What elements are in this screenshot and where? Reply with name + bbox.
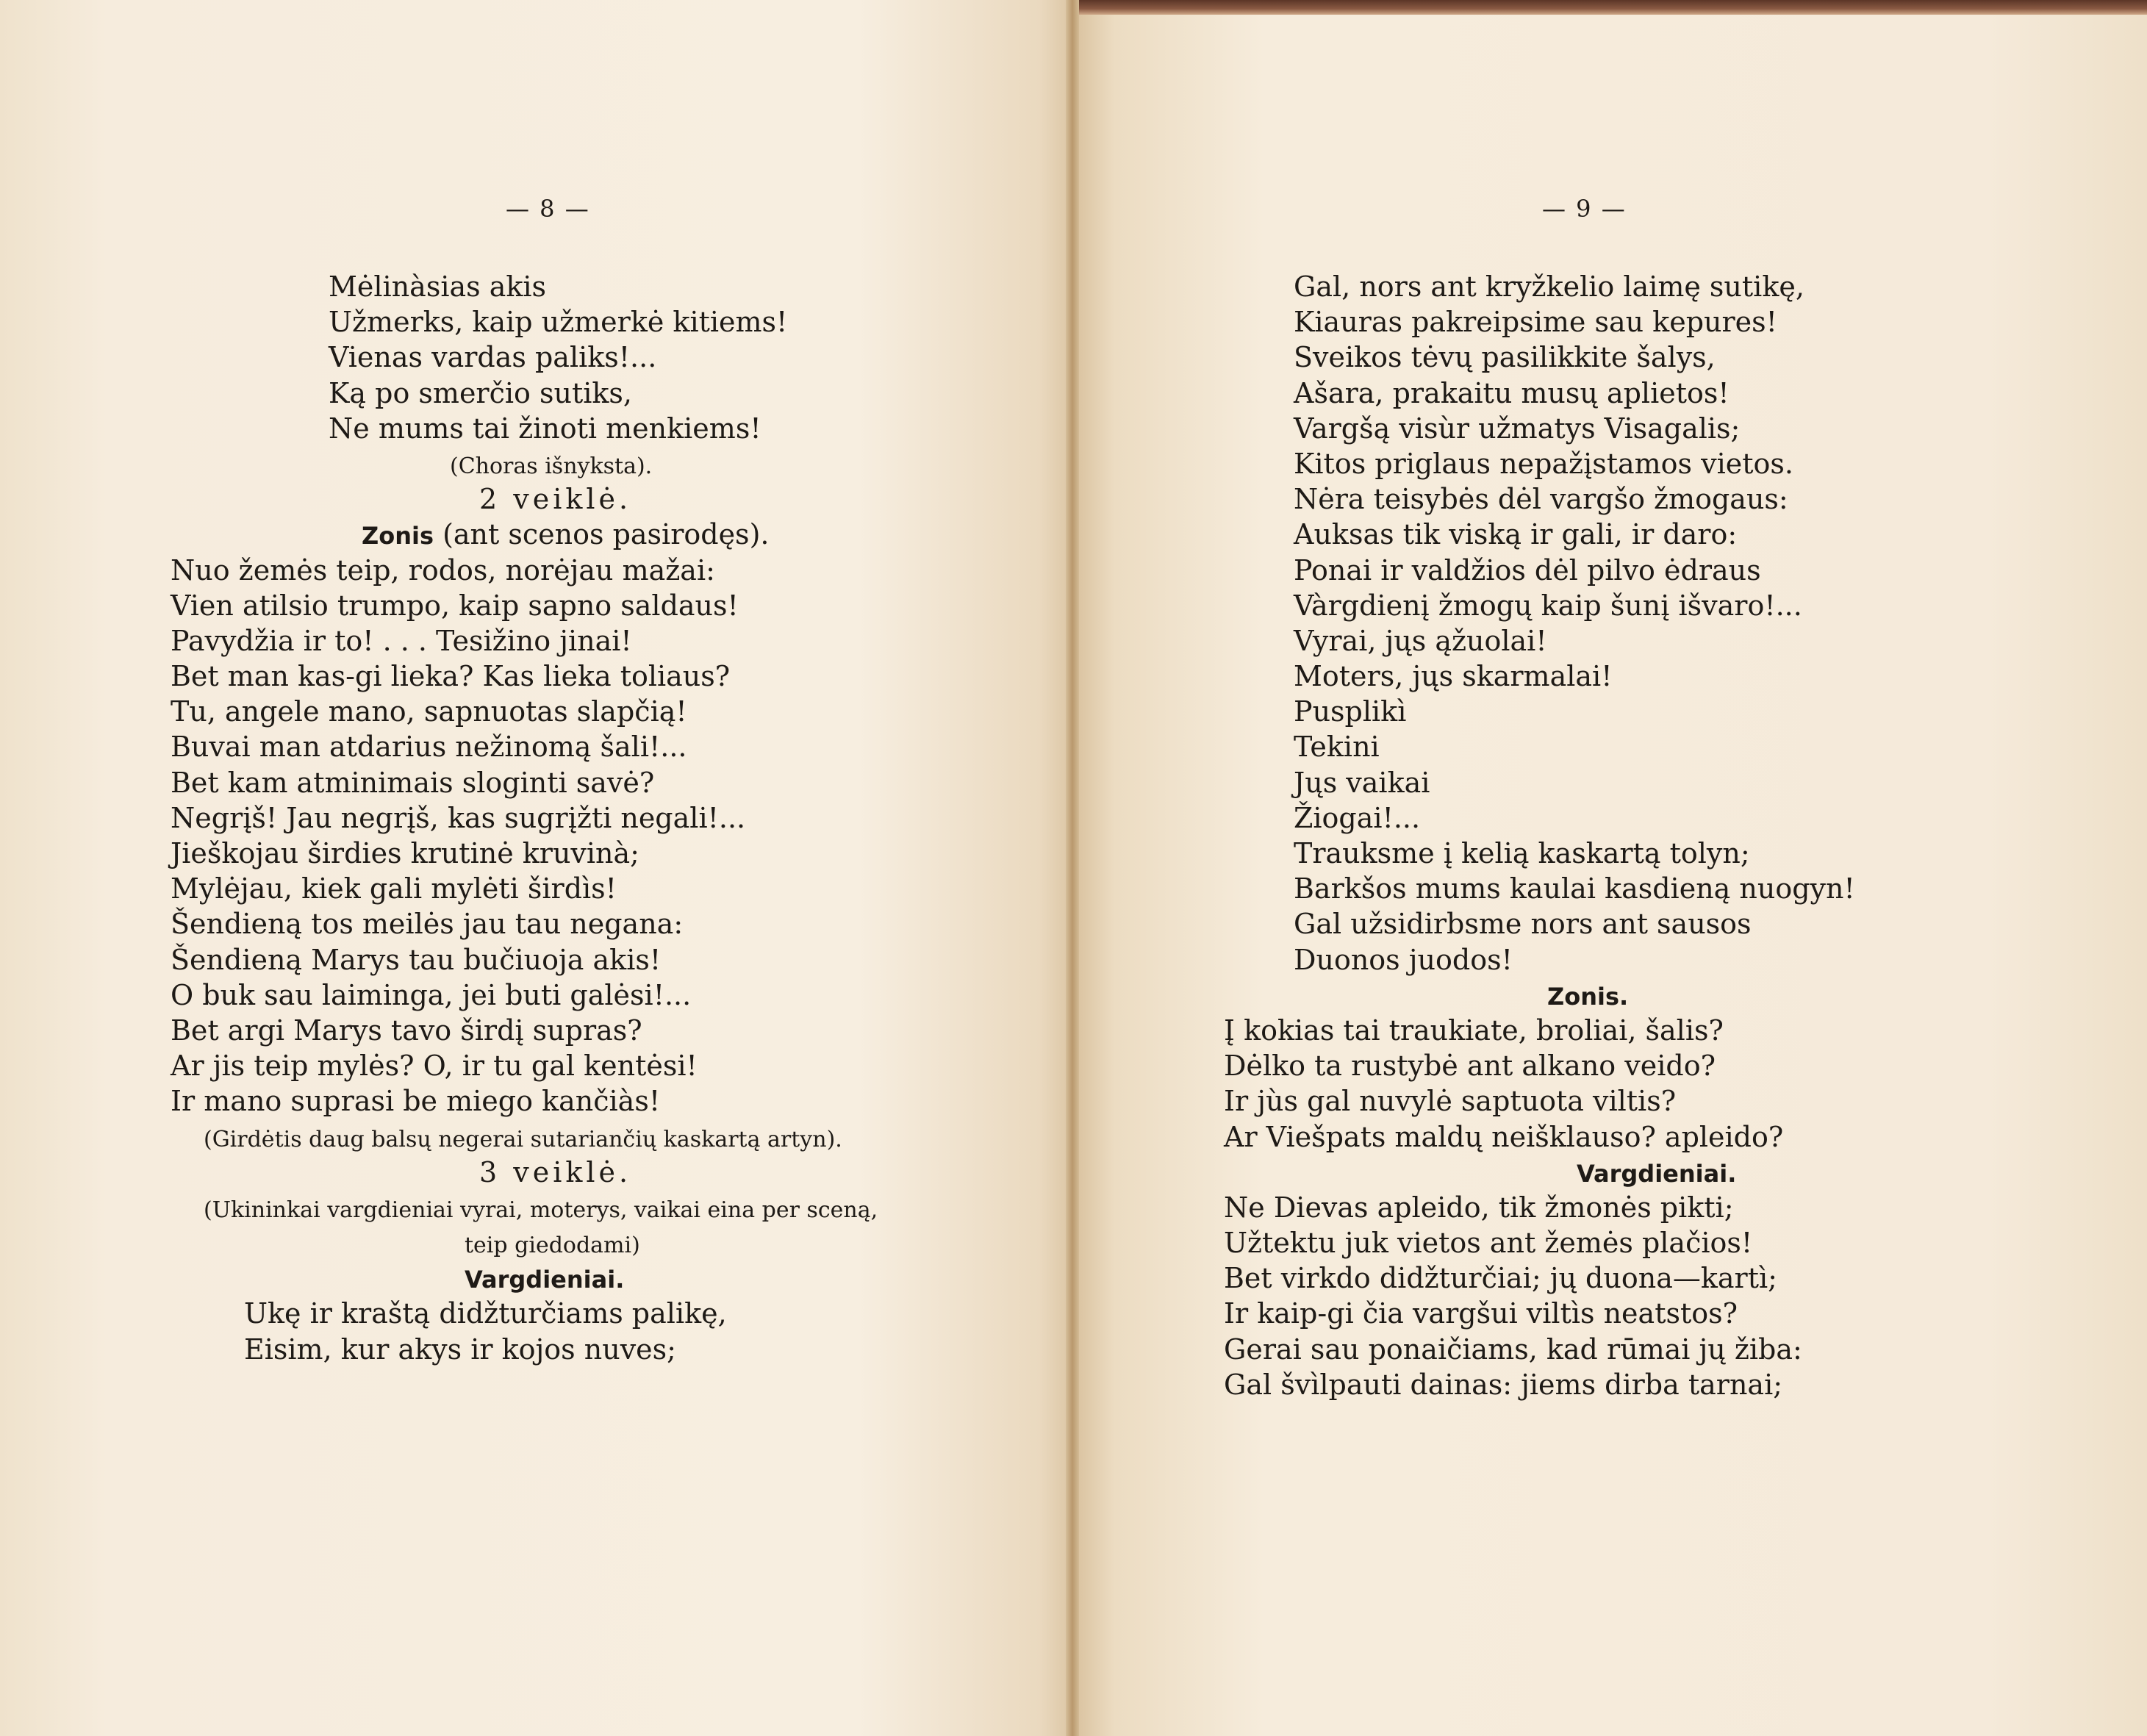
line-text: Dėlko ta rustybė ant alkano veido?	[1224, 1050, 1716, 1083]
text-line	[171, 800, 979, 836]
line-text: Bet virkdo didžturčiai; jų duona—kartì;	[1224, 1262, 1777, 1295]
text-line	[171, 340, 979, 375]
text-line	[1224, 694, 1959, 729]
line-text: Moters, jųs skarmalai!	[1294, 660, 1613, 693]
line-text: Ar Viešpats maldų neišklauso? apleido?	[1224, 1120, 1784, 1153]
line-text: Pavydžia ir to! . . . Tesižino jinai!	[171, 624, 632, 657]
text-line	[1224, 1332, 1959, 1367]
text-line	[171, 871, 979, 906]
line-text: Mėlinàsias akis	[329, 270, 547, 303]
text-line	[171, 1013, 979, 1048]
line-text: Į kokias tai traukiate, broliai, šalis?	[1224, 1014, 1724, 1047]
line-text: Kiauras pakreipsime sau kepures!	[1294, 306, 1777, 339]
left-page-number: — 8 —	[506, 195, 590, 223]
line-text: Eisim, kur akys ir kojos nuves;	[244, 1333, 676, 1366]
line-text: Jųs vaikai	[1294, 766, 1430, 799]
right-page-text	[1224, 269, 1959, 1402]
line-text: Vargšą visùr užmatys Visagalis;	[1294, 412, 1741, 445]
text-line	[171, 517, 979, 552]
line-text: Ir jùs gal nuvylė saptuota viltis?	[1224, 1085, 1677, 1118]
line-text: Gal švìlpauti dainas: jiems dirba tarnai;	[1224, 1368, 1783, 1401]
line-text: Ir mano suprasi be miego kančiàs!	[171, 1085, 661, 1118]
text-line	[1224, 1190, 1959, 1225]
line-text: Ir kaip-gi čia vargšui viltìs neatstos?	[1224, 1297, 1738, 1330]
text-line	[171, 659, 979, 694]
text-line	[171, 553, 979, 588]
line-suffix: (ant scenos pasirodęs).	[433, 518, 770, 551]
text-line	[171, 906, 979, 941]
line-text: Šendieną Marys tau bučiuoja akis!	[171, 943, 662, 976]
line-text: O buk sau laiminga, jei buti galėsi!...	[171, 978, 692, 1011]
line-text: Nėra teisybės dėl vargšo žmogaus:	[1294, 483, 1788, 516]
text-line	[171, 446, 979, 481]
left-page-text	[171, 269, 979, 1367]
line-text: Žiogai!...	[1294, 801, 1421, 834]
line-text: Ponai ir valdžios dėl pilvo ėdraus	[1294, 553, 1761, 587]
text-line	[1224, 871, 1959, 906]
text-line	[171, 1260, 979, 1296]
line-text: 3 veiklė.	[479, 1155, 632, 1188]
line-text: Trauksme į kelią kaskartą tolyn;	[1294, 837, 1750, 869]
text-line	[171, 1332, 979, 1367]
book-spine	[1066, 0, 1079, 1736]
text-line	[171, 836, 979, 871]
text-line	[171, 1155, 979, 1190]
text-line	[171, 1225, 979, 1260]
line-text: Ką po smerčio sutiks,	[329, 376, 632, 409]
text-line	[1224, 588, 1959, 623]
text-line	[1224, 1296, 1959, 1331]
line-text: Zonis	[362, 522, 434, 550]
text-line	[1224, 1367, 1959, 1402]
line-text: Buvai man atdarius nežinomą šali!...	[171, 731, 687, 764]
line-text: Vienas vardas paliks!...	[329, 341, 657, 374]
text-line	[1224, 765, 1959, 800]
right-page-number: — 9 —	[1542, 195, 1627, 223]
line-text: Vyrai, jųs ąžuolai!	[1294, 624, 1547, 657]
line-text: Barkšos mums kaulai kasdieną nuogyn!	[1294, 872, 1855, 905]
text-line	[171, 481, 979, 517]
line-text: Sveikos tėvų pasilikkite šalys,	[1294, 341, 1716, 374]
line-text: Kitos priglaus nepažįstamos vietos.	[1294, 447, 1793, 480]
line-text: (Choras išnyksta).	[450, 453, 653, 479]
text-line	[1224, 269, 1959, 304]
text-line	[1224, 1225, 1959, 1260]
text-line	[1224, 906, 1959, 941]
text-line	[1224, 1048, 1959, 1083]
text-line	[171, 376, 979, 411]
text-line	[171, 1190, 979, 1225]
line-text: Ar jis teip mylės? O, ir tu gal kentėsi!	[171, 1050, 698, 1083]
line-text: Bet kam atminimais sloginti savė?	[171, 766, 655, 799]
line-text: Bet man kas-gi lieka? Kas lieka toliaus?	[171, 660, 731, 693]
line-text: Šendieną tos meilės jau tau negana:	[171, 908, 684, 941]
line-text: Vien atilsio trumpo, kaip sapno saldaus!	[171, 589, 739, 622]
text-line	[1224, 481, 1959, 517]
text-line	[1224, 517, 1959, 552]
line-text: (Girdėtis daug balsų negerai sutariančių kaskartą artyn).	[204, 1126, 842, 1152]
text-line	[171, 694, 979, 729]
line-text: Ašara, prakaitu musų aplietos!	[1294, 376, 1730, 409]
line-text: Mylėjau, kiek gali mylėti širdìs!	[171, 872, 617, 905]
text-line	[171, 942, 979, 978]
line-text: Nuo žemės teip, rodos, norėjau mažai:	[171, 553, 715, 587]
text-line	[1224, 729, 1959, 764]
text-line	[1224, 1013, 1959, 1048]
line-text: Gal užsidirbsme nors ant sausos	[1294, 908, 1752, 941]
text-line	[1224, 446, 1959, 481]
cover-edge	[1079, 0, 2147, 15]
line-text: Ne mums tai žinoti menkiems!	[329, 412, 761, 445]
line-text: Pusplikì	[1294, 695, 1407, 728]
text-line	[171, 411, 979, 446]
line-text: 2 veiklė.	[479, 483, 632, 516]
text-line	[1224, 1083, 1959, 1119]
text-line	[1224, 942, 1959, 978]
text-line	[1224, 304, 1959, 340]
line-text: Jieškojau širdies krutinė kruvinà;	[171, 837, 639, 869]
text-line	[1224, 340, 1959, 375]
text-line	[171, 729, 979, 764]
text-line	[171, 1083, 979, 1119]
line-text: teip giedodami)	[465, 1233, 640, 1259]
text-line	[1224, 553, 1959, 588]
text-line	[1224, 623, 1959, 659]
text-line	[171, 304, 979, 340]
line-text: Negrįš! Jau negrįš, kas sugrįžti negali!...	[171, 801, 746, 834]
line-text: Tu, angele mano, sapnuotas slapčią!	[171, 695, 687, 728]
line-text: Ne Dievas apleido, tik žmonės pikti;	[1224, 1191, 1734, 1224]
text-line	[171, 1296, 979, 1331]
line-text: Vargdieniai.	[465, 1266, 625, 1294]
line-text: Gal, nors ant kryžkelio laimę sutikę,	[1294, 270, 1804, 303]
line-text: Užtektu juk vietos ant žemės plačios!	[1224, 1227, 1753, 1260]
text-line	[171, 269, 979, 304]
text-line	[171, 588, 979, 623]
text-line	[1224, 1119, 1959, 1155]
line-text: Duonos juodos!	[1294, 943, 1513, 976]
line-text: Bet argi Marys tavo širdį supras?	[171, 1014, 642, 1047]
text-line	[1224, 1155, 1959, 1190]
text-line	[1224, 1260, 1959, 1296]
text-line	[1224, 376, 1959, 411]
line-text: Vargdieniai.	[1577, 1159, 1737, 1188]
line-text: Auksas tik viską ir gali, ir daro:	[1294, 518, 1738, 551]
line-text: (Ukininkai vargdieniai vyrai, moterys, vaikai eina per sceną,	[204, 1197, 878, 1223]
line-text: Užmerks, kaip užmerkė kitiems!	[329, 306, 788, 339]
text-line	[1224, 411, 1959, 446]
text-line	[171, 978, 979, 1013]
line-text: Ukę ir kraštą didžturčiams palikę,	[244, 1297, 727, 1330]
text-line	[171, 1048, 979, 1083]
line-text: Vàrgdienį žmogų kaip šunį išvaro!...	[1294, 589, 1802, 622]
text-line	[1224, 978, 1959, 1013]
text-line	[1224, 659, 1959, 694]
text-line	[1224, 836, 1959, 871]
text-line	[171, 1119, 979, 1155]
line-text: Gerai sau ponaičiams, kad rūmai jų žiba:	[1224, 1333, 1802, 1366]
line-text: Zonis.	[1547, 982, 1629, 1011]
text-line	[1224, 800, 1959, 836]
text-line	[171, 623, 979, 659]
text-line	[171, 765, 979, 800]
line-text: Tekini	[1294, 731, 1380, 764]
